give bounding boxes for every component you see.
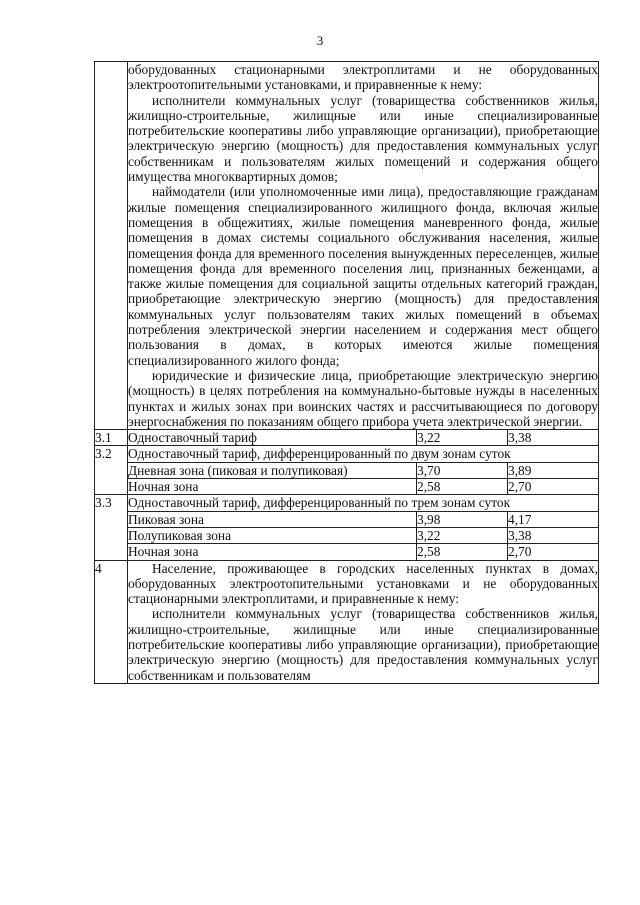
category-text: [128, 560, 599, 683]
tariff-value-2: 2,70: [508, 479, 599, 495]
paragraph: оборудованных стационарными электроплитами и не оборудованных электроотопительными установками, и приравненные к нему:: [128, 62, 598, 93]
table-row-3-3-peak: [95, 511, 599, 527]
paragraph: исполнители коммунальных услуг (товарищества собственников жилья, жилищно-строительные, жилищные или иные специализированные потребительские кооперативы либо управляющие организации), приобретающие электрическую энергию (мощность) для предоставления коммунальных услуг собственникам и пользователям жилых помещений и содержания общего имущества многоквартирных домов;: [128, 92, 598, 185]
zone-label: Пиковая зона: [128, 511, 417, 527]
tariff-table: [94, 61, 599, 684]
tariff-value-1: 2,58: [417, 544, 508, 560]
tariff-value-2: 3,38: [508, 527, 599, 543]
tariff-value-2: 3,38: [508, 430, 599, 446]
table-row-3-2: [95, 446, 599, 462]
tariff-value-1: 3,22: [417, 527, 508, 543]
zone-label: Полупиковая зона: [128, 527, 417, 543]
page-number: 3: [316, 33, 324, 48]
row-number-empty: [95, 62, 128, 430]
tariff-value-2: 2,70: [508, 544, 599, 560]
table-row-3-3-night: [95, 544, 599, 560]
row-number: 3.2: [95, 446, 128, 495]
paragraph: юридические и физические лица, приобретающие электрическую энергию (мощность) в целях потребления на коммунально-бытовые нужды в населенных пунктах и жилых зонах при воинских частях и рассчитывающиеся по договору энергоснабжения по показаниям общего прибора учета электрической энергии.: [128, 367, 598, 429]
row-number: 4: [95, 560, 128, 683]
table-row-3-3-halfpeak: [95, 527, 599, 543]
table-row-3-1: [95, 430, 599, 446]
zone-label: Дневная зона (пиковая и полупиковая): [128, 462, 417, 478]
row-number: 3.1: [95, 430, 128, 446]
table-row-3-3: [95, 495, 599, 511]
tariff-label: Одноставочный тариф, дифференцированный по двум зонам суток: [128, 446, 599, 462]
paragraph: исполнители коммунальных услуг (товарищества собственников жилья, жилищно-строительные, жилищные или иные специализированные потребительские кооперативы либо управляющие организации), приобретающие электрическую энергию (мощность) для предоставления коммунальных услуг собственникам и пользователям: [128, 606, 598, 683]
tariff-value-1: 2,58: [417, 479, 508, 495]
tariff-value-2: 3,89: [508, 462, 599, 478]
table-row-4: [95, 560, 599, 683]
tariff-value-1: 3,70: [417, 462, 508, 478]
table-row-3-2-night: [95, 479, 599, 495]
table-row-3-2-day: [95, 462, 599, 478]
tariff-value-1: 3,22: [417, 430, 508, 446]
tariff-value-2: 4,17: [508, 511, 599, 527]
table-row-continuation: [95, 62, 599, 430]
tariff-label: Одноставочный тариф: [128, 430, 417, 446]
tariff-value-1: 3,98: [417, 511, 508, 527]
continuation-text: [128, 62, 599, 430]
tariff-label: Одноставочный тариф, дифференцированный по трем зонам суток: [128, 495, 599, 511]
zone-label: Ночная зона: [128, 479, 417, 495]
row-number: 3.3: [95, 495, 128, 560]
zone-label: Ночная зона: [128, 544, 417, 560]
paragraph: наймодатели (или уполномоченные ими лица), предоставляющие гражданам жилые помещения специализированного жилищного фонда, включая жилые помещения в общежитиях, жилые помещения маневренного фонда, жилые помещения в домах системы социального обслуживания населения, жилые помещения фонда для временного поселения вынужденных переселенцев, жилые помещения фонда для временного поселения лиц, признанных беженцами, а также жилые помещения для социальной защиты отдельных категорий граждан, приобретающие электрическую энергию (мощность) для предоставления коммунальных услуг пользователям таких жилых помещений в объемах потребления электрической энергии населением и содержания мест общего пользования в домах, в которых имеются жилые помещения специализированного жилого фонда;: [128, 184, 598, 368]
paragraph: Население, проживающее в городских населенных пунктах в домах, оборудованных электроотопительными установками и не оборудованных стационарными электроплитами, и приравненные к нему:: [128, 560, 598, 607]
